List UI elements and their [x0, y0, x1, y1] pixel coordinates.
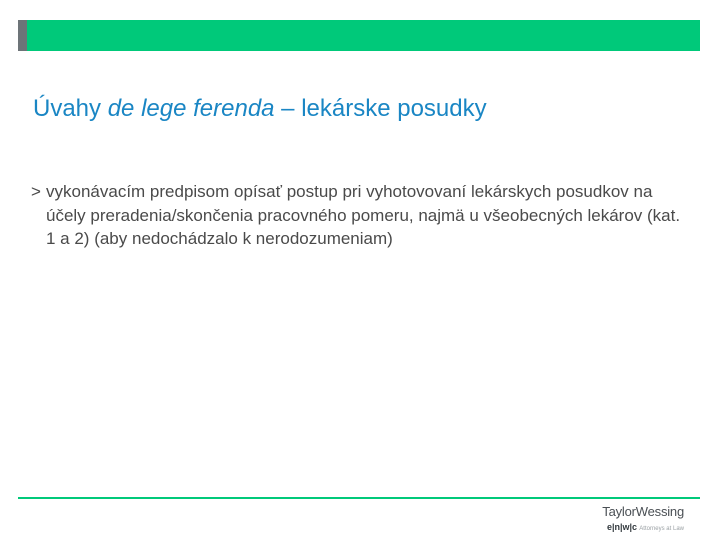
bullet-item — [31, 180, 691, 251]
taylorwessing-logo — [602, 504, 684, 534]
bullet-list — [31, 180, 691, 251]
title-part2-italic: de lege ferenda — [107, 95, 275, 122]
header-accent-dark — [18, 20, 27, 51]
slide-title — [33, 94, 487, 124]
footer-divider — [18, 497, 700, 499]
title-part3: – lekárske posudky — [274, 95, 487, 122]
logo-affiliation: Attorneys at Law — [639, 526, 684, 532]
header-accent-bar — [27, 20, 700, 51]
logo-sub-brand: e|n|w|c — [606, 522, 638, 532]
title-part1: Úvahy — [33, 95, 108, 122]
logo-brand: TaylorWessing — [602, 504, 684, 519]
bullet-text: vykonávacím predpisom opísať postup pri vyhotovovaní lekárskych posudkov na účely preradenia/skončenia pracovného pomeru, najmä u všeobecných lekárov (kat. 1 a 2) (aby nedochádzalo k nerodozumeniam) — [46, 182, 681, 248]
bullet-marker: > — [31, 182, 41, 201]
logo-sub — [602, 522, 684, 534]
